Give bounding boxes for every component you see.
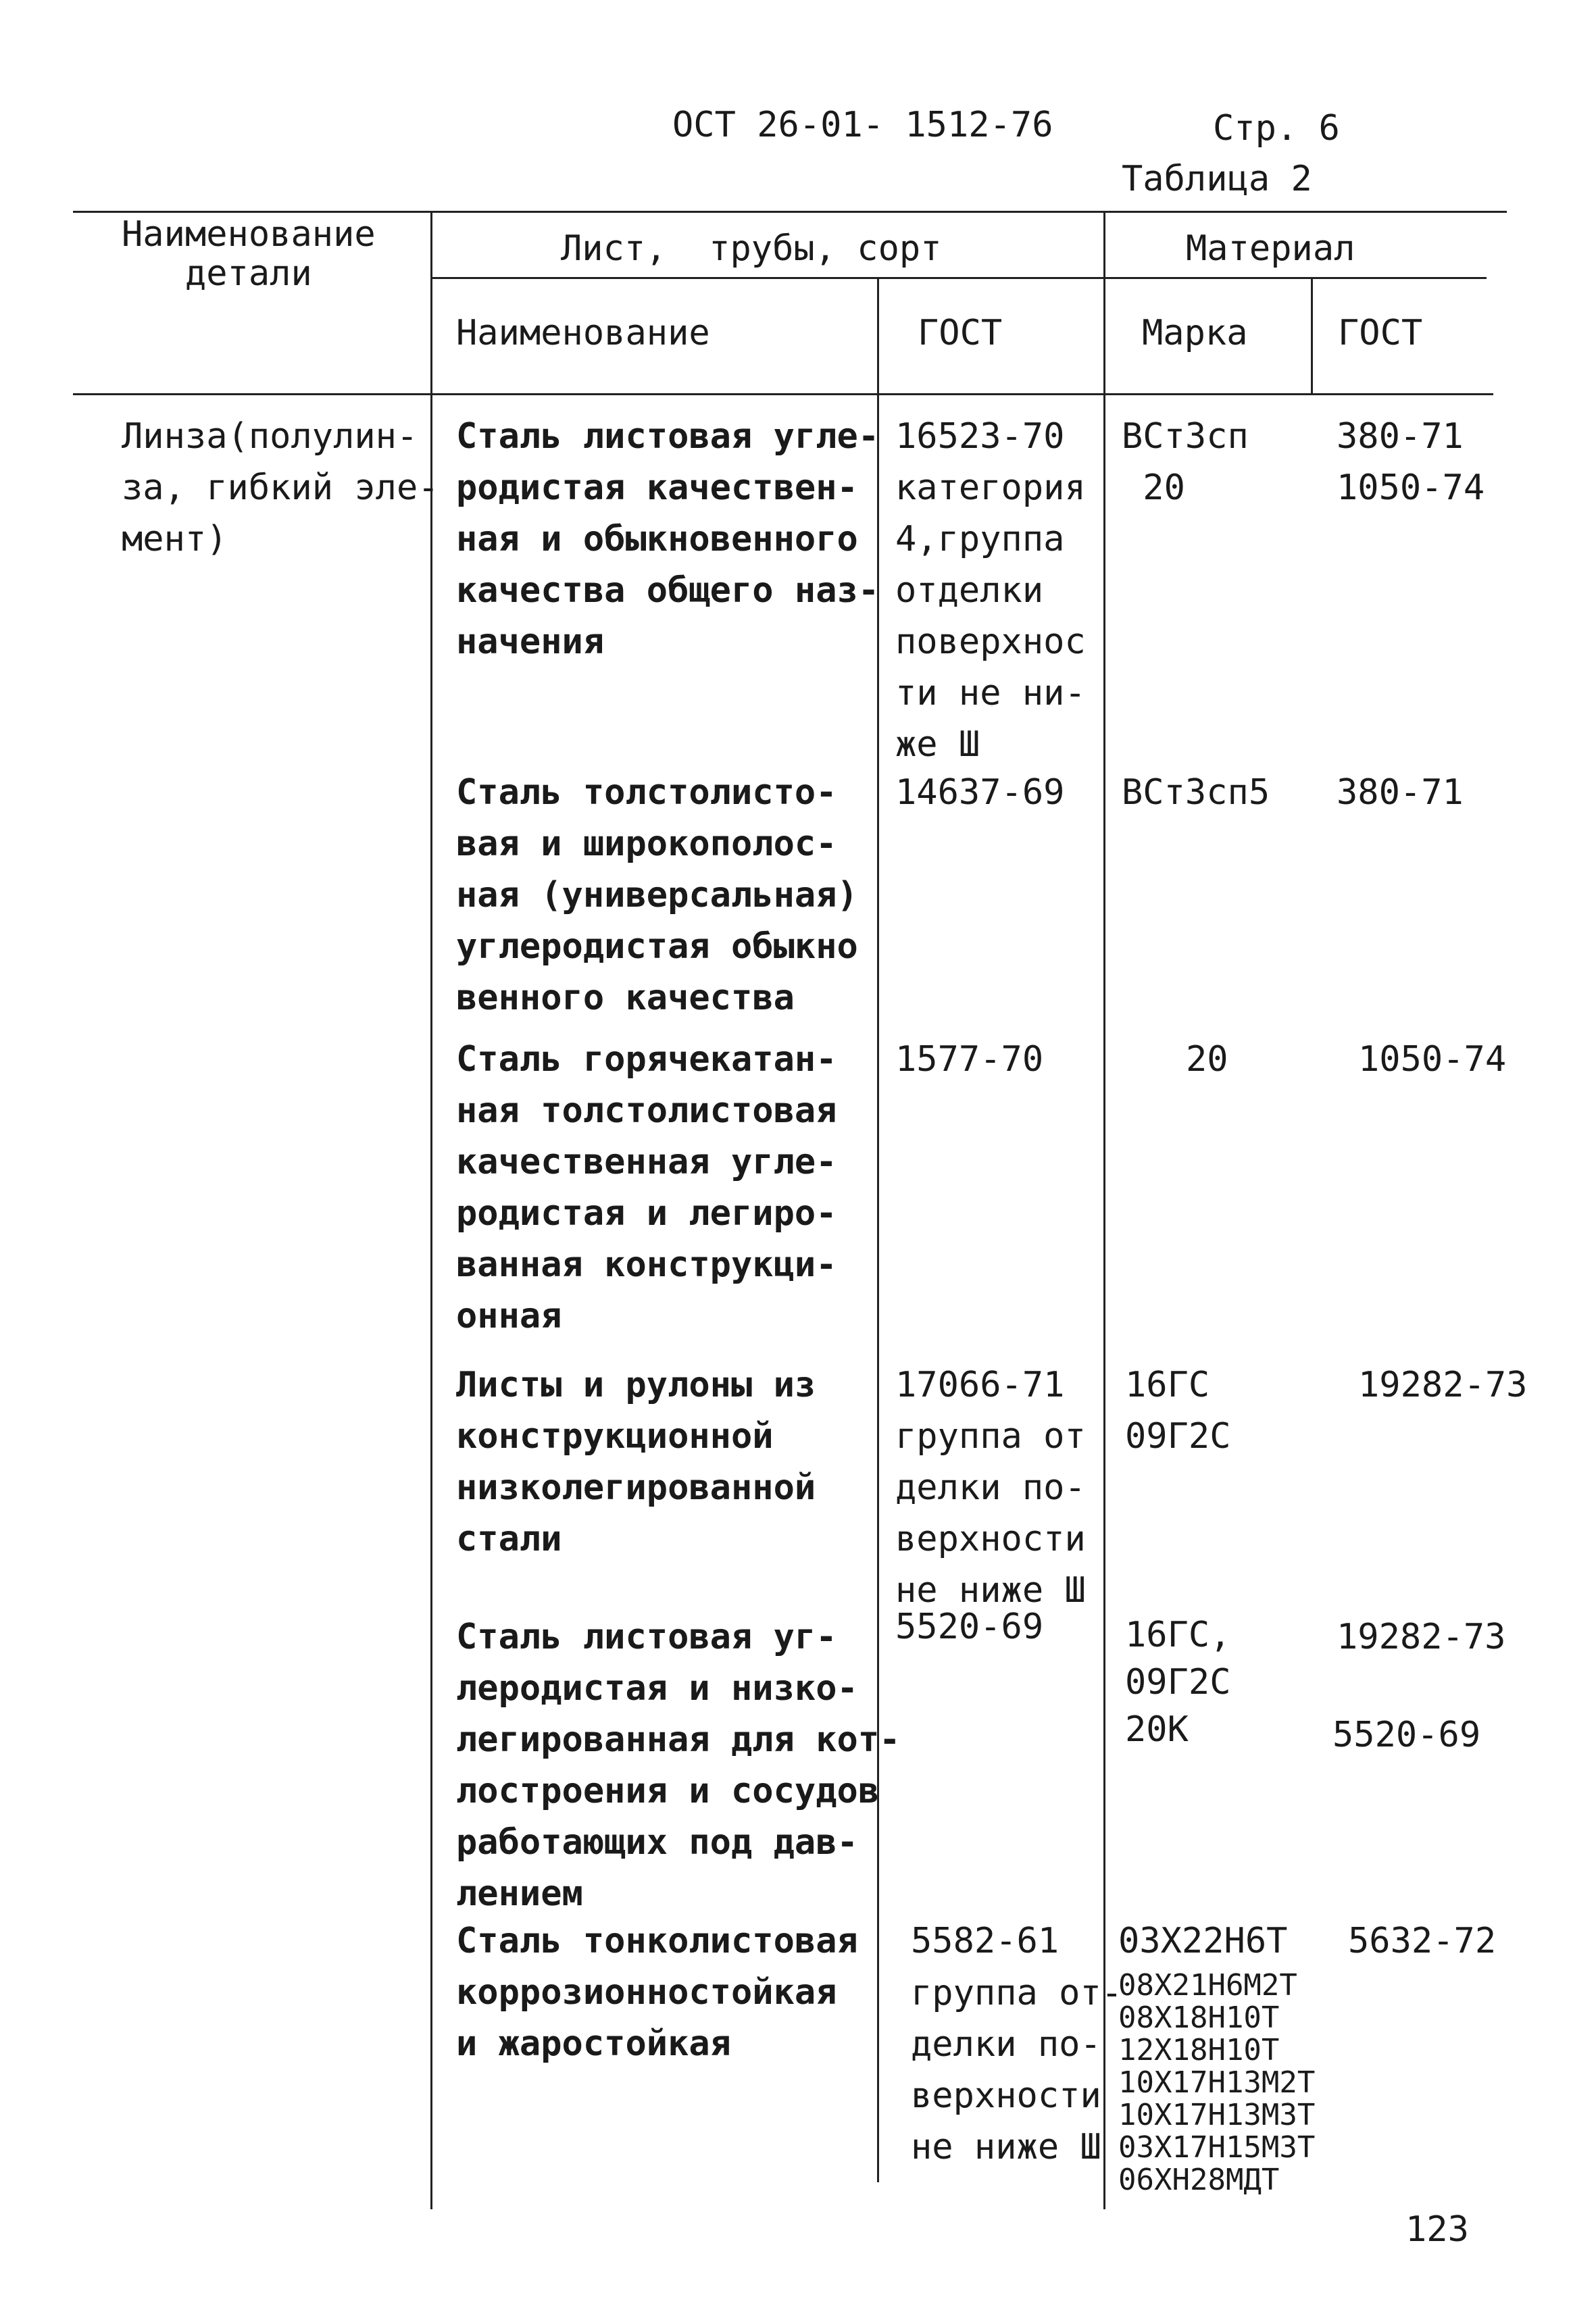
header-bottom-rule (73, 393, 1493, 395)
page-label: Стр. 6 (1213, 108, 1340, 149)
row-3-gost: 1577-70 (895, 1039, 1044, 1080)
table-top-rule (73, 211, 1507, 213)
row-6-name: Сталь тонколистовая коррозионностойкая и жаростойкая (456, 1921, 858, 2064)
row-2-name: Сталь толстолисто- вая и широкополос- ная (универсальная) углеродистая обыкно венного качества (456, 772, 858, 1018)
table-label: Таблица 2 (1122, 159, 1312, 199)
row-3-name: Сталь горячекатан- ная толстолистовая качественная угле- родистая и легиро- ванная конструкци- онная (456, 1039, 837, 1336)
header-material-group: Материал (1186, 228, 1355, 269)
row-5-material-gost-b: 5520-69 (1332, 1715, 1481, 1755)
row-2-gost: 14637-69 (895, 772, 1065, 813)
header-gost-1: ГОСТ (918, 313, 1003, 353)
row-2-material-gost: 380-71 (1337, 772, 1464, 813)
standard-code: ОСТ 26-01- 1512-76 (672, 105, 1053, 145)
row-6-grade-a: 03Х22Н6Т (1118, 1921, 1288, 1961)
header-split-rule (432, 277, 1487, 279)
row-1-gost: 16523-70 категория 4,группа отделки поверхнос ти не ни- же Ш (895, 416, 1086, 765)
row-1-grade: ВСт3сп 20 (1122, 416, 1249, 508)
row-4-material-gost: 19282-73 (1358, 1365, 1528, 1405)
header-sheet-group: Лист, трубы, сорт (561, 228, 942, 269)
row-4-name: Листы и рулоны из конструкционной низколегированной стали (456, 1365, 816, 1559)
row-1-material-gost: 380-71 1050-74 (1337, 416, 1485, 508)
row-6-gost-b: группа от- делки по- верхности не ниже Ш (911, 1973, 1123, 2167)
row-3-material-gost: 1050-74 (1358, 1039, 1507, 1080)
part-name: Линза(полулин- за, гибкий эле- мент) (122, 416, 439, 559)
row-4-gost: 17066-71 группа от делки по- верхности не ниже Ш (895, 1365, 1086, 1611)
row-4-grade: 16ГС 09Г2С (1125, 1365, 1231, 1457)
row-6-gost-a: 5582-61 (911, 1921, 1059, 1961)
header-gost-2: ГОСТ (1338, 313, 1423, 353)
row-6-material-gost: 5632-72 (1348, 1921, 1497, 1961)
row-5-material-gost-a: 19282-73 (1337, 1617, 1506, 1657)
header-grade: Марка (1142, 313, 1248, 353)
row-6-grade-b: 08Х21Н6М2Т 08Х18Н10Т 12Х18Н10Т 10Х17Н13М2Т 10Х17Н13М3Т 03Х17Н15М3Т 06ХН28МДТ (1118, 1968, 1316, 2197)
row-5-gost: 5520-69 (895, 1607, 1044, 1647)
row-3-grade: 20 (1186, 1039, 1228, 1080)
row-5-grade: 16ГС, 09Г2С 20К (1125, 1615, 1231, 1750)
header-name: Наименование (456, 313, 710, 353)
page-number: 123 (1405, 2209, 1469, 2250)
row-1-name: Сталь листовая угле- родистая качествен- ная и обыкновенного качества общего наз- начения (456, 416, 880, 662)
row-5-name: Сталь листовая уг- леродистая и низко- легированная для кот- лостроения и сосудов работающих под дав- лением (456, 1617, 901, 1914)
header-part-name: Наименование детали (122, 214, 376, 294)
column-divider-3 (1103, 211, 1105, 2209)
row-2-grade: ВСт3сп5 (1122, 772, 1270, 813)
column-divider-4 (1311, 277, 1313, 393)
